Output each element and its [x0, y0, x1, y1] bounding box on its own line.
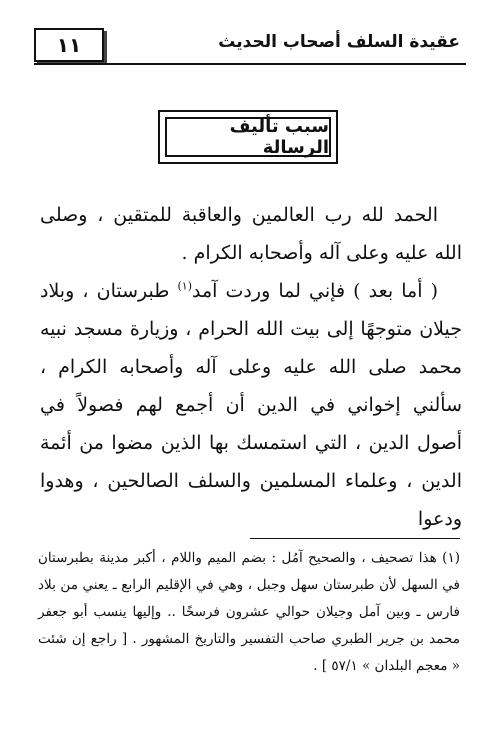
paragraph-2 — [40, 272, 462, 538]
running-title: عقيدة السلف أصحاب الحديث — [218, 32, 460, 52]
footnote-separator — [250, 538, 460, 539]
page-number: ١١ — [56, 33, 82, 57]
paragraph-2-start: ( أما بعد ) فإني لما وردت آمد — [192, 280, 438, 302]
paragraph-2-rest: طبرستان ، وبلاد جيلان متوجهًا إلى بيت الله الحرام ، وزيارة مسجد نبيه محمد صلى الله عليه وعلى آله وأصحابه الكرام ، سألني إخواني في الدين أن أجمع لهم فصولاً في أصول الدين ، التي استمسك بها الذين مضوا من أئمة الدين ، وعلماء المسلمين والسلف الصالحين ، وهدوا ودعوا — [40, 280, 462, 530]
footnote-text: (١) هذا تصحيف ، والصحيح آمُل : بضم الميم واللام ، أكبر مدينة بطبرستان في السهل لأن طبرستان سهل وجبل ، وهي في الإقليم الرابع ـ يعني من بلاد فارس ـ وبين آمل وجيلان حوالي عشرون فرسخًا .. وإليها ينسب أبو جعفر محمد بن جرير الطبري صاحب التفسير والتاريخ المشهور . [ راجع إن شئت « معجم البلدان » ٥٧/١ ] . — [38, 550, 460, 674]
header-rule — [34, 63, 466, 65]
footnote-reference: (١) — [177, 279, 192, 293]
section-title: سبب تأليف الرسالة — [165, 117, 331, 157]
main-text — [40, 196, 462, 538]
section-title-frame — [158, 110, 338, 164]
page-number-box — [34, 28, 104, 62]
paragraph-1: الحمد لله رب العالمين والعاقبة للمتقين ، وصلى الله عليه وعلى آله وأصحابه الكرام . — [40, 204, 462, 264]
footnote — [38, 545, 460, 680]
page-header — [34, 28, 466, 64]
